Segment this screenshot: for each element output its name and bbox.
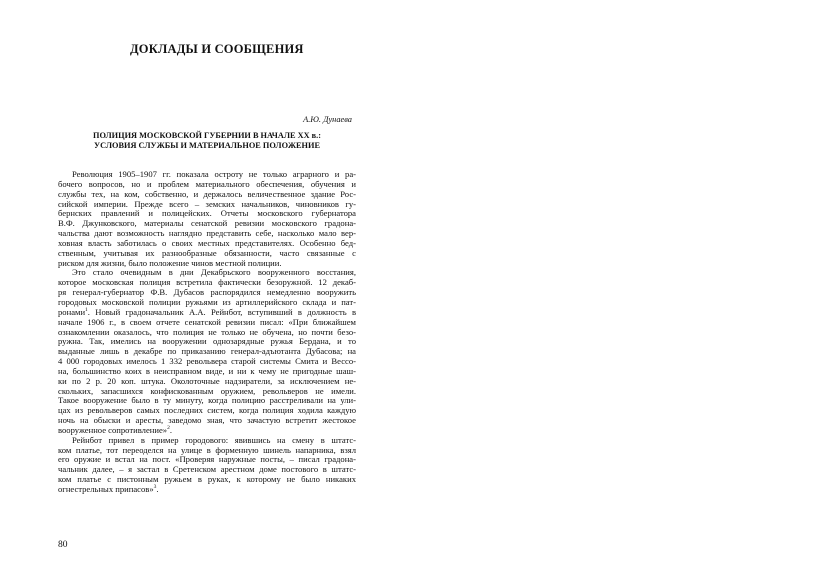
body-line-text: которое московская полиция встретила фактически безоружной. 12 декаб- — [58, 277, 356, 288]
body-line-text: службы тех, на ком, собственно, и держалось величественное здание Рос- — [58, 188, 356, 199]
body-line-text: Революция 1905–1907 гг. показала остроту не только аграрного и ра- — [72, 169, 356, 179]
article-title-line: УСЛОВИЯ СЛУЖБЫ И МАТЕРИАЛЬНОЕ ПОЛОЖЕНИЕ — [93, 141, 321, 151]
article-title-line: ПОЛИЦИЯ МОСКОВСКОЙ ГУБЕРНИИ В НАЧАЛЕ XX в.: — [93, 131, 321, 140]
article-author: А.Ю. Дунаева — [303, 115, 352, 124]
body-line-text: . — [169, 424, 172, 435]
body-line-text: его оружие и встал на пост. «Проверяя наружные посты, – писал градона- — [58, 454, 356, 465]
body-line-text: Такое вооружение было в ту минуту, когда полицию расстреливали на ули- — [58, 395, 356, 406]
body-line-text: ронами — [58, 306, 86, 317]
body-line-text: ственным, учитывая их разнообразные обязанности, часто связанные с — [58, 247, 356, 258]
body-line-text: Это стало очевидным в дни Декабрьского вооруженного восстания, — [72, 267, 356, 278]
body-line-text: сийской империи. Прежде всего – земских начальников, чиновников гу- — [58, 198, 356, 209]
body-line-text: чальник далее, – я застал в Сретенском арестном доме постового в штатс- — [58, 464, 356, 475]
body-line-text: ночь на обыски и аресты, заведомо зная, что зачастую встретит жестокое — [58, 415, 356, 426]
body-line-text: начале 1906 г., в своем отчете сенатской ревизии писал: «При ближайшем — [58, 316, 356, 327]
body-line-text: вооруженное сопротивление» — [58, 424, 168, 435]
body-line-text: ознакомлении оказалось, что полиция не только не обучена, но почти безо- — [58, 326, 356, 337]
body-line-text: бочего вопросов, но и проблем материального обеспечения, обучения и — [58, 178, 356, 189]
footnote-marker[interactable]: 3 — [153, 484, 157, 491]
body-line-text: скольких, запасшихся конфискованным оружием, револьверов не имели. — [58, 385, 356, 396]
body-line-text: бернских правлений и полицейских. Отчеты московского губернатора — [58, 208, 356, 219]
section-title: ДОКЛАДЫ И СООБЩЕНИЯ — [130, 42, 304, 56]
body-line-text: ря генерал-губернатор Ф.В. Дубасов распорядился немедленно вооружить — [58, 287, 356, 298]
body-line-text: . Новый градоначальник А.А. Рейнбот, вступивший в должность в — [87, 306, 356, 317]
article-body — [58, 170, 356, 495]
footnote-marker[interactable]: 2 — [167, 425, 170, 432]
body-line-text: риском для жизни, было положение чинов местной полиции. — [58, 257, 282, 268]
body-line-text: ховная власть заботилась о своих местных представителях. Особенно бед- — [58, 237, 356, 248]
body-line-text: на, большинство коих в неисправном виде, и ни к чему не пригодные шаш- — [58, 365, 356, 376]
body-line-text: . — [156, 484, 159, 494]
body-line-text: ком платье с пистонным ружьем в руках, к которому не было никаких — [58, 474, 356, 485]
body-line-text: Рейнбот привел в пример городового: явившись на смену в штатс- — [72, 434, 356, 445]
body-line-text: В.Ф. Джунковского, материалы сенатской ревизии московского градона- — [58, 218, 356, 229]
article-title — [58, 131, 356, 151]
page-number: 80 — [58, 540, 68, 550]
body-line — [58, 485, 356, 495]
body-line-text: 4 000 городовых имелось 1 332 револьвера старой системы Смита и Вессо- — [58, 356, 356, 367]
body-line-text: ружна. Так, имелись на вооружении однозарядные ружья Бердана, и то — [58, 336, 356, 347]
body-line-text: ком платье, тот переоделся на улице в форменную шинель напарника, взял — [58, 444, 356, 455]
body-line-text: ки по 2 р. 20 коп. штука. Околоточные надзиратели, за исключением не- — [58, 375, 356, 386]
footnote-marker[interactable]: 1 — [85, 306, 88, 313]
body-line-text: выданные лишь в декабре по приказанию генерал-адъютанта Дубасова; на — [58, 346, 356, 357]
body-line-text: огнестрельных припасов» — [58, 484, 154, 494]
body-line-text: чальства дают возможность наглядно представить себе, насколько мало вер- — [58, 228, 356, 239]
body-line-text: городовых московской полиции ружьями из артиллерийского склада и пат- — [58, 296, 356, 307]
body-line-text: цах из револьверов самых последних систем, когда полиция ходила каждую — [58, 405, 356, 416]
